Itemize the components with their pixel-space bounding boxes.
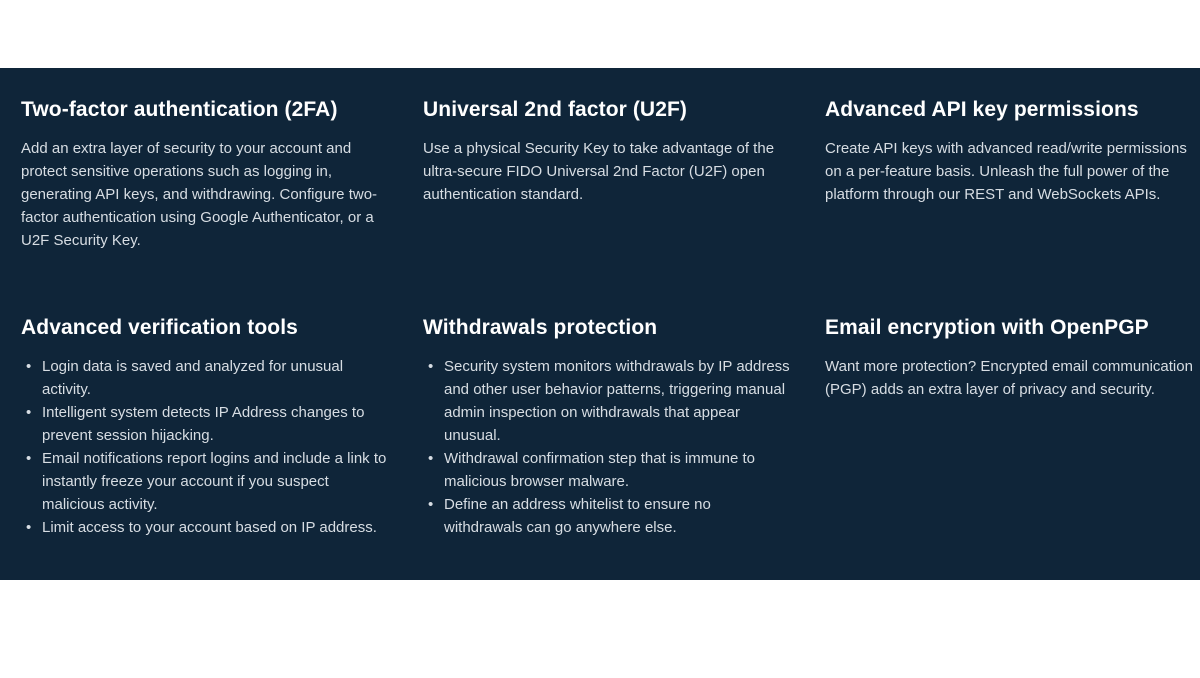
feature-card-email-encryption (825, 315, 1195, 401)
security-features-panel (0, 68, 1200, 580)
bullet-icon: • (26, 450, 32, 467)
feature-title: Advanced API key permissions (825, 98, 1139, 121)
list-item (423, 447, 793, 493)
bullet-icon: • (26, 519, 32, 536)
feature-card-u2f (423, 97, 793, 206)
feature-card-2fa (21, 97, 391, 252)
list-item (423, 493, 793, 539)
feature-title: Universal 2nd factor (U2F) (423, 98, 687, 121)
feature-bullet-list (21, 355, 391, 539)
feature-card-verification-tools (21, 315, 391, 539)
list-item-text: Security system monitors withdrawals by IP address and other user behavior patterns, triggering manual admin inspection on withdrawals that appear unusual. (444, 358, 790, 444)
list-item-text: Email notifications report logins and include a link to instantly freeze your account if you suspect malicious activity. (42, 450, 387, 513)
feature-description: Add an extra layer of security to your account and protect sensitive operations such as logging in, generating API keys, and withdrawing. Configure two-factor authentication using Google Authenticator, or a U2F Security Key. (21, 140, 378, 249)
list-item-text: Login data is saved and analyzed for unusual activity. (42, 358, 344, 398)
feature-title: Advanced verification tools (21, 316, 298, 339)
feature-card-api-permissions (825, 97, 1195, 206)
list-item-text: Limit access to your account based on IP address. (42, 519, 377, 536)
bullet-icon: • (26, 358, 32, 375)
feature-title: Withdrawals protection (423, 316, 658, 339)
feature-description: Create API keys with advanced read/write permissions on a per-feature basis. Unleash the full power of the platform through our REST and WebSockets APIs. (825, 140, 1187, 203)
feature-card-withdrawals-protection (423, 315, 793, 539)
list-item (21, 355, 391, 401)
bullet-icon: • (428, 358, 434, 375)
list-item (21, 401, 391, 447)
list-item (21, 447, 391, 516)
feature-title: Email encryption with OpenPGP (825, 316, 1149, 339)
list-item-text: Intelligent system detects IP Address changes to prevent session hijacking. (42, 404, 365, 444)
feature-description: Want more protection? Encrypted email communication (PGP) adds an extra layer of privacy and security. (825, 358, 1193, 398)
list-item-text: Define an address whitelist to ensure no withdrawals can go anywhere else. (444, 496, 711, 536)
list-item-text: Withdrawal confirmation step that is immune to malicious browser malware. (444, 450, 755, 490)
bullet-icon: • (26, 404, 32, 421)
list-item (21, 516, 391, 539)
feature-title: Two-factor authentication (2FA) (21, 98, 338, 121)
bullet-icon: • (428, 496, 434, 513)
list-item (423, 355, 793, 447)
feature-bullet-list (423, 355, 793, 539)
feature-description: Use a physical Security Key to take advantage of the ultra-secure FIDO Universal 2nd Factor (U2F) open authentication standard. (423, 140, 775, 203)
bullet-icon: • (428, 450, 434, 467)
